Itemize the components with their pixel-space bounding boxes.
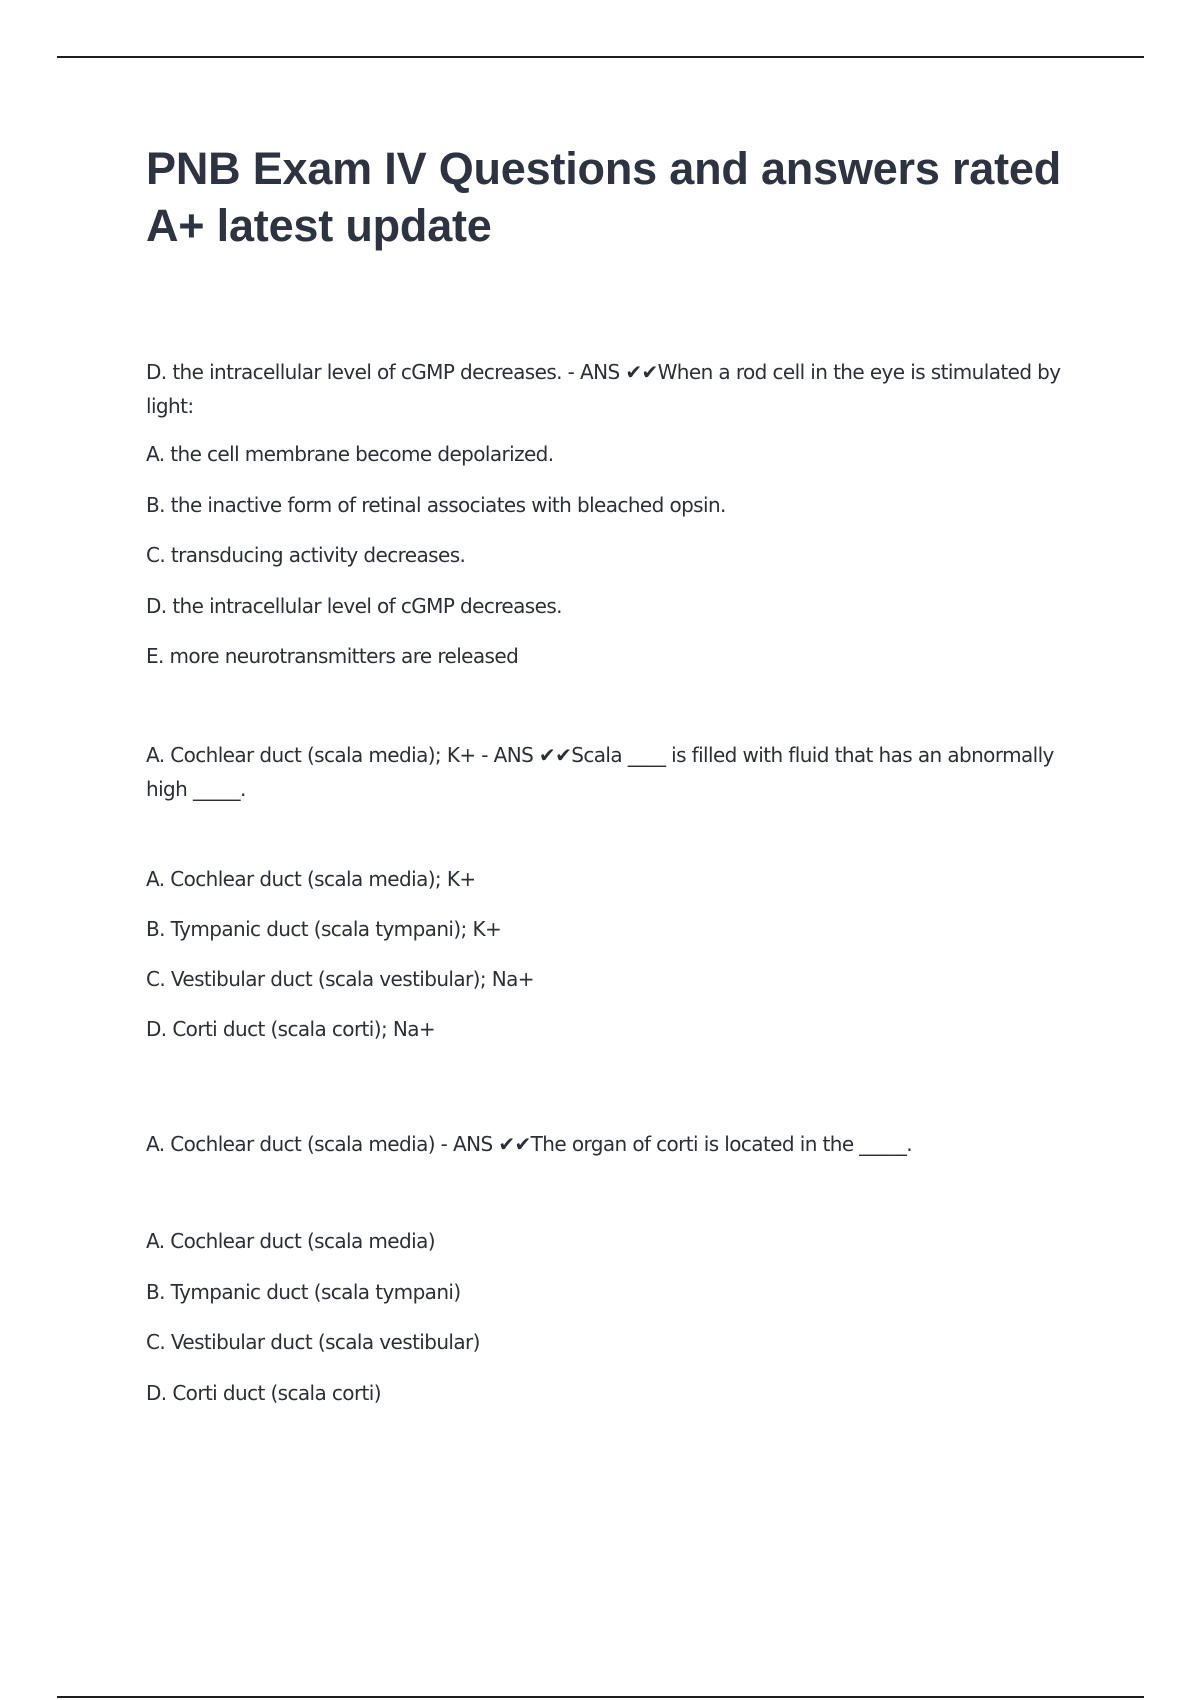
- document-body: [146, 140, 1086, 1405]
- option-list: [146, 862, 1086, 1046]
- option-item: D. the intracellular level of cGMP decreases.: [146, 593, 562, 618]
- option-item: C. transducing activity decreases.: [146, 543, 466, 567]
- option-list: [146, 1224, 1086, 1410]
- question-prompt: A. Cochlear duct (scala media); K+ - ANS ✔✔Scala ____ is filled with fluid that has an abnormally high _____.: [146, 743, 1054, 801]
- option-item: B. Tympanic duct (scala tympani); K+: [146, 917, 502, 941]
- option-item: A. Cochlear duct (scala media); K+: [146, 867, 476, 891]
- bottom-divider: [57, 1696, 1144, 1698]
- document-title: PNB Exam IV Questions and answers rated A+ latest update: [146, 143, 1062, 251]
- option-item: C. Vestibular duct (scala vestibular); Na+: [146, 967, 534, 991]
- option-list: [146, 437, 1086, 673]
- option-item: E. more neurotransmitters are released: [146, 644, 519, 668]
- option-item: B. Tympanic duct (scala tympani): [146, 1279, 461, 1304]
- option-item: A. Cochlear duct (scala media): [146, 1229, 435, 1253]
- option-item: D. Corti duct (scala corti); Na+: [146, 1017, 436, 1041]
- question-prompt: A. Cochlear duct (scala media) - ANS ✔✔The organ of corti is located in the _____.: [146, 1132, 913, 1156]
- question-block: [146, 355, 1086, 690]
- option-item: D. Corti duct (scala corti): [146, 1380, 381, 1405]
- question-block: [146, 738, 1086, 1062]
- top-divider: [57, 56, 1144, 58]
- option-item: B. the inactive form of retinal associates with bleached opsin.: [146, 492, 726, 517]
- option-item: C. Vestibular duct (scala vestibular): [146, 1330, 480, 1354]
- question-prompt: D. the intracellular level of cGMP decreases. - ANS ✔✔When a rod cell in the eye is stimulated by light:: [146, 360, 1061, 418]
- question-block: [146, 1127, 1086, 1426]
- option-item: A. the cell membrane become depolarized.: [146, 442, 554, 466]
